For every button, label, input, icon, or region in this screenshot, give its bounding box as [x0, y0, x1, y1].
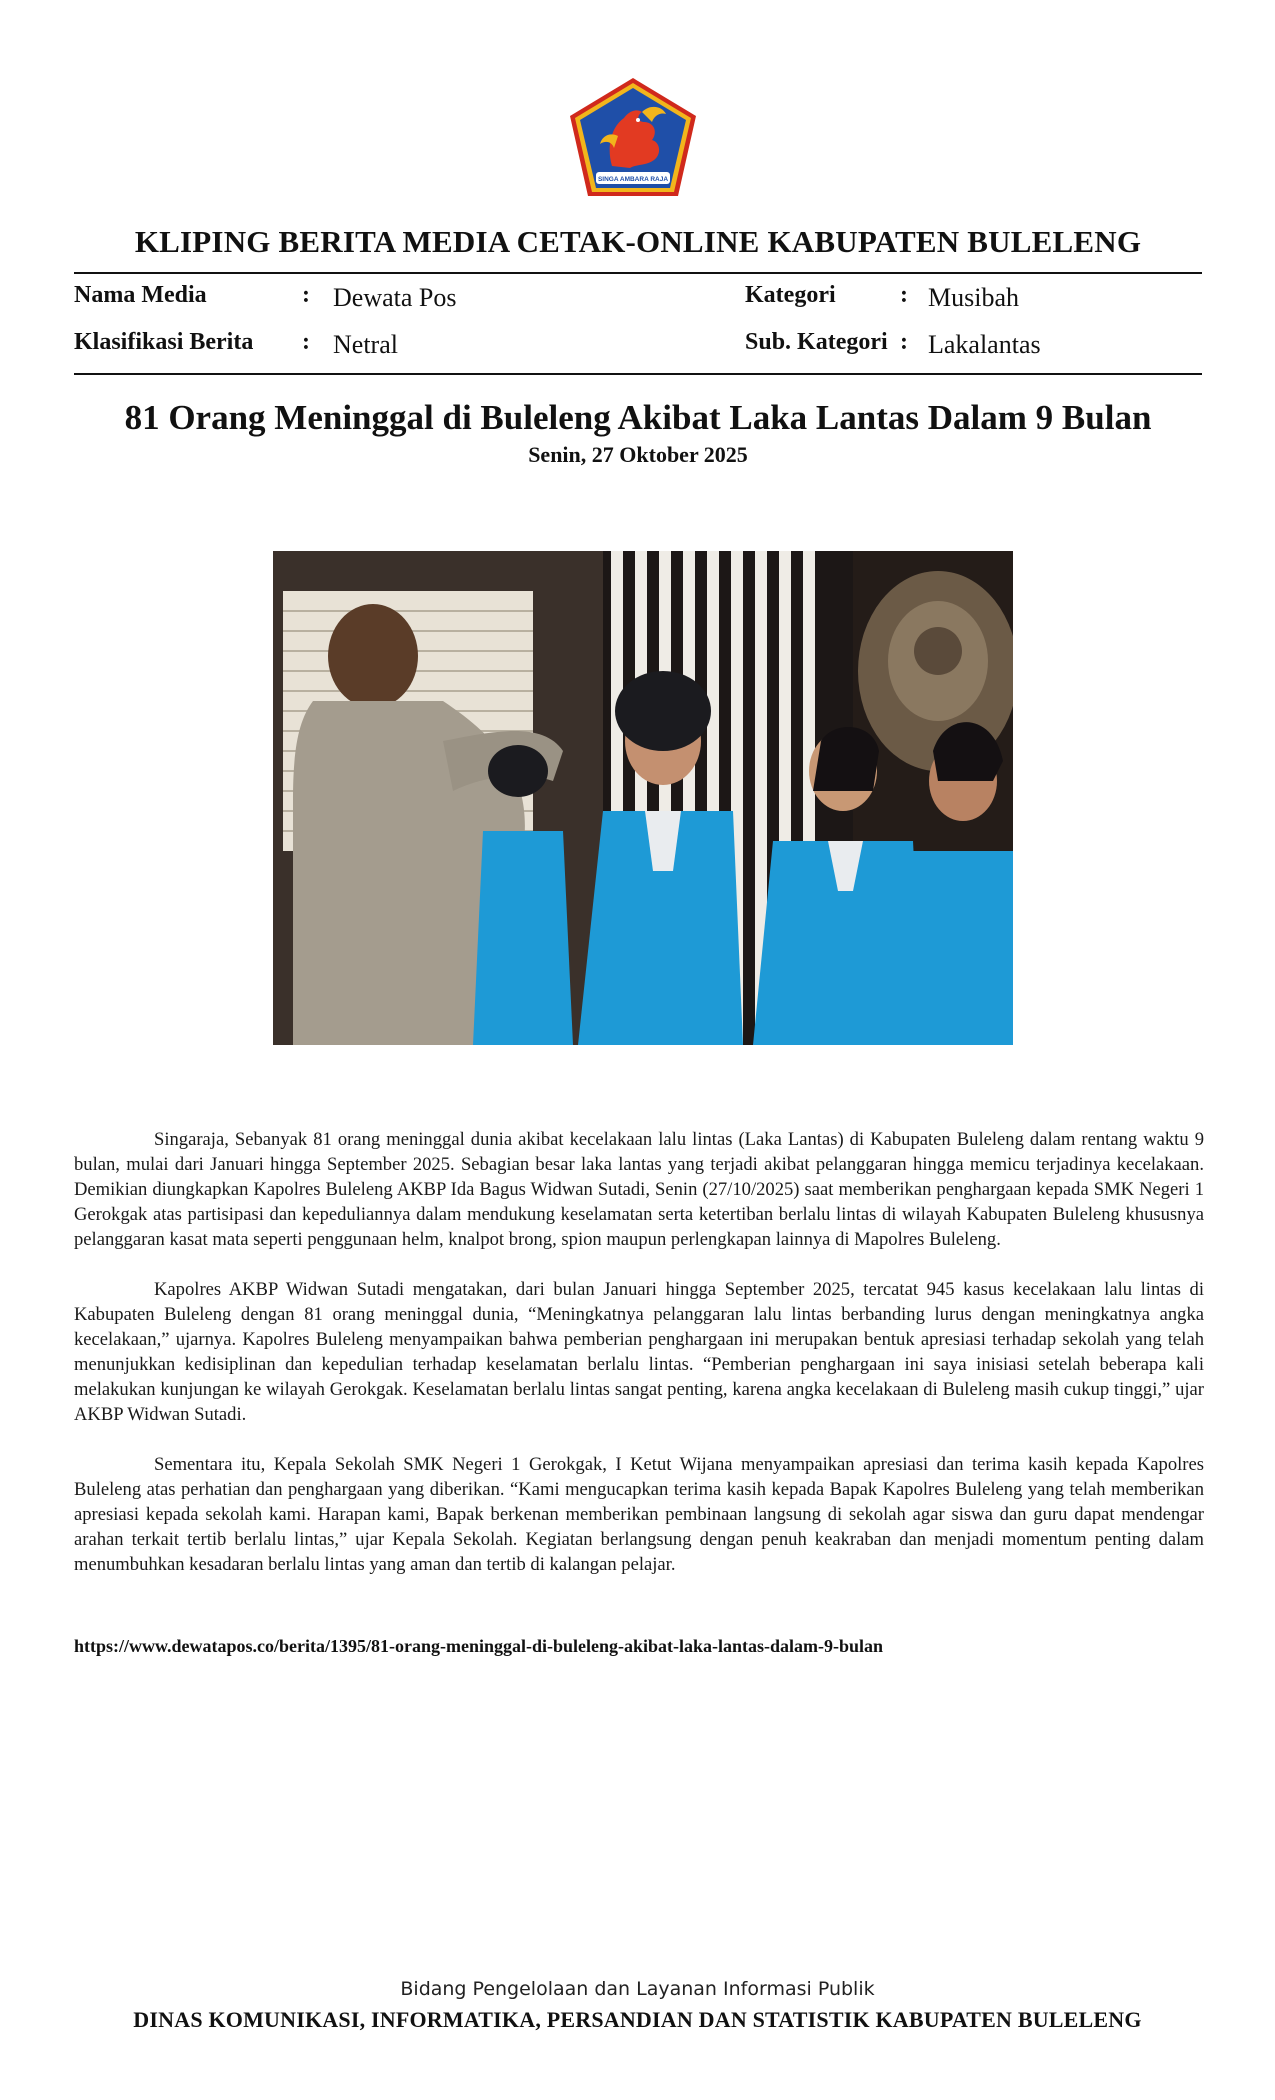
meta-colon: :	[900, 329, 908, 355]
document-title: KLIPING BERITA MEDIA CETAK-ONLINE KABUPATEN BULELENG	[134, 224, 1142, 259]
classification-label: Klasifikasi Berita	[74, 329, 254, 355]
bottom-divider	[74, 373, 1202, 375]
regency-crest-icon	[566, 76, 700, 200]
subcategory-label: Sub. Kategori	[745, 329, 888, 355]
footer-division: Bidang Pengelolaan dan Layanan Informasi Publik	[400, 1978, 875, 2000]
meta-colon: :	[302, 282, 310, 308]
footer-agency: DINAS KOMUNIKASI, INFORMATIKA, PERSANDIAN DAN STATISTIK KABUPATEN BULELENG	[133, 2007, 1142, 2032]
logo-motto: SINGA AMBARA RAJA	[597, 176, 669, 183]
media-name-label: Nama Media	[74, 282, 207, 308]
subcategory-value: Lakalantas	[928, 330, 1041, 359]
article-date: Senin, 27 Oktober 2025	[528, 442, 748, 467]
news-photo	[273, 551, 1013, 1045]
classification-value: Netral	[333, 330, 398, 359]
article-paragraph: Kapolres AKBP Widwan Sutadi mengatakan, dari bulan Januari hingga September 2025, tercatat 945 kasus kecelakaan lalu lintas di Kabupaten Buleleng dengan 81 orang meninggal dunia, “Meningkatnya pelanggaran lalu lintas berbanding lurus dengan meningkatnya angka kecelakaan,” ujarnya. Kapolres Buleleng menyampaikan bahwa pemberian penghargaan ini merupakan bentuk apresiasi terhadap sekolah yang telah menunjukkan kedisiplinan dan kepedulian terhadap keselamatan berlalu lintas. “Pemberian penghargaan ini saya inisiasi setelah beberapa kali melakukan kunjungan ke wilayah Gerokgak. Keselamatan berlalu lintas sangat penting, karena angka kecelakaan di Buleleng masih cukup tinggi,” ujar AKBP Widwan Sutadi.	[74, 1279, 1204, 1425]
category-value: Musibah	[928, 283, 1019, 312]
article-headline: 81 Orang Meninggal di Buleleng Akibat Laka Lantas Dalam 9 Bulan	[124, 398, 1152, 437]
source-link[interactable]: https://www.dewatapos.co/berita/1395/81-orang-meninggal-di-buleleng-akibat-laka-lantas-dalam-9-bulan	[74, 1636, 884, 1656]
top-divider	[74, 272, 1202, 274]
article-paragraph: Singaraja, Sebanyak 81 orang meninggal dunia akibat kecelakaan lalu lintas (Laka Lantas) di Kabupaten Buleleng dalam rentang waktu 9 bulan, mulai dari Januari hingga September 2025. Sebagian besar laka lantas yang terjadi akibat pelanggaran hingga memicu terjadinya kecelakaan. Demikian diungkapkan Kapolres Buleleng AKBP Ida Bagus Widwan Sutadi, Senin (27/10/2025) saat memberikan penghargaan kepada SMK Negeri 1 Gerokgak atas partisipasi dan kepeduliannya dalam mendukung keselamatan serta ketertiban berlalu lintas di wilayah Kabupaten Buleleng khususnya pelanggaran kasat mata seperti penggunaan helm, knalpot brong, spion maupun perlengkapan lainnya di Mapolres Buleleng.	[74, 1129, 1204, 1250]
category-label: Kategori	[745, 282, 836, 308]
meta-colon: :	[302, 329, 310, 355]
media-name-value: Dewata Pos	[333, 283, 457, 312]
article-body	[74, 1127, 1204, 1602]
article-paragraph: Sementara itu, Kepala Sekolah SMK Negeri 1 Gerokgak, I Ketut Wijana menyampaikan apresiasi dan terima kasih kepada Kapolres Buleleng atas perhatian dan penghargaan yang diberikan. “Kami mengucapkan terima kasih kepada Bapak Kapolres Buleleng yang telah memberikan apresiasi kepada sekolah kami. Harapan kami, Bapak berkenan memberikan pembinaan langsung di sekolah agar siswa dan guru dapat mendengar arahan terkait tertib berlalu lintas,” ujar Kepala Sekolah. Kegiatan berlangsung dengan penuh keakraban dan menjadi momentum penting dalam menumbuhkan kesadaran berlalu lintas yang aman dan tertib di kalangan pelajar.	[74, 1454, 1204, 1575]
meta-colon: :	[900, 282, 908, 308]
